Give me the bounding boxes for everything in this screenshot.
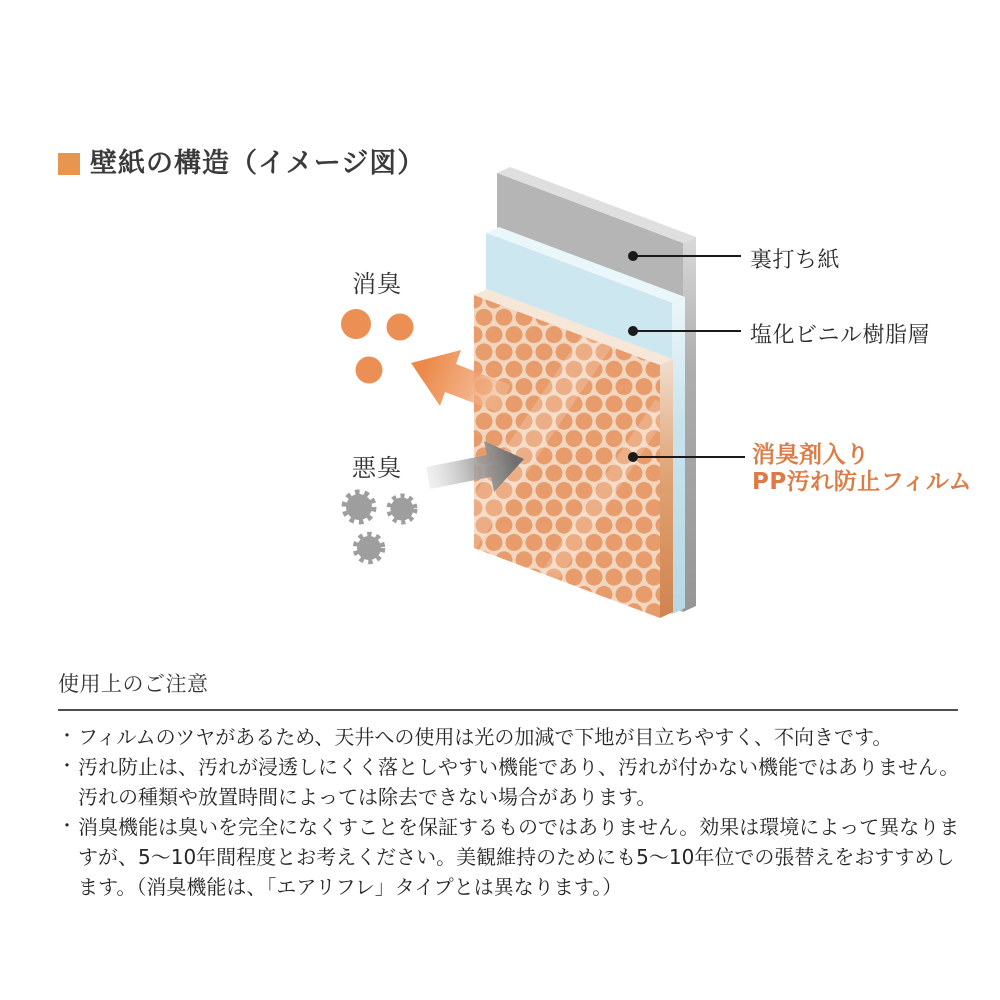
backing-paper-label: 裏打ち紙	[750, 248, 841, 273]
bullet-icon: ・	[58, 756, 76, 777]
page-title: 壁紙の構造（イメージ図）	[90, 148, 426, 179]
deodorize-label: 消臭	[352, 270, 402, 298]
deodorized-particle-icon	[387, 314, 414, 341]
precautions-list	[58, 722, 958, 902]
note-text: フィルムのツヤがあるため、天井への使用は光の加減で下地が目立ちやすく、不向きです。	[78, 725, 893, 749]
list-item	[58, 812, 958, 902]
bad-odor-label: 悪臭	[352, 454, 402, 482]
callout-dot-icon	[628, 251, 638, 261]
section-title-row	[58, 148, 425, 180]
callout-dot-icon	[628, 326, 638, 336]
note-text: ます。（消臭機能は、「エアリフレ」タイプとは異なります。）	[78, 875, 623, 899]
note-text: 汚れの種類や放置時間によっては除去できない場合があります。	[78, 785, 657, 809]
precautions-section	[58, 668, 958, 902]
note-text: すが、5〜10年間程度とお考えください。美観維持のためにも5〜10年位での張替えをおすすめし	[78, 845, 955, 869]
vinyl-side-face	[672, 297, 685, 614]
deodorized-particle-icon	[341, 309, 371, 339]
deodorized-particles	[341, 309, 414, 384]
odor-molecule-icon	[391, 498, 414, 521]
note-text: 消臭機能は臭いを完全になくすことを保証するものではありません。効果は環境によって異なりま	[78, 815, 960, 839]
callout-dot-icon	[628, 452, 638, 462]
bullet-icon: ・	[58, 726, 76, 747]
film-label-line2: PP汚れ防止フィルム	[752, 469, 972, 495]
odor-molecules	[346, 494, 414, 560]
odor-molecule-icon	[346, 494, 372, 520]
film-label	[752, 442, 972, 496]
list-item	[58, 722, 958, 752]
odor-molecule-icon	[357, 536, 381, 560]
bullet-icon: ・	[58, 816, 76, 837]
pp-film-side-face	[660, 359, 673, 618]
film-label-line1: 消臭剤入り	[752, 442, 870, 468]
note-text: 汚れ防止は、汚れが浸透しにくく落としやすい機能であり、汚れが付かない機能ではありません。	[78, 755, 960, 779]
precautions-heading: 使用上のご注意	[58, 668, 958, 711]
orange-square-bullet-icon	[58, 153, 80, 175]
deodorized-particle-icon	[356, 357, 383, 384]
list-item	[58, 752, 958, 812]
vinyl-layer-label: 塩化ビニル樹脂層	[750, 323, 931, 348]
